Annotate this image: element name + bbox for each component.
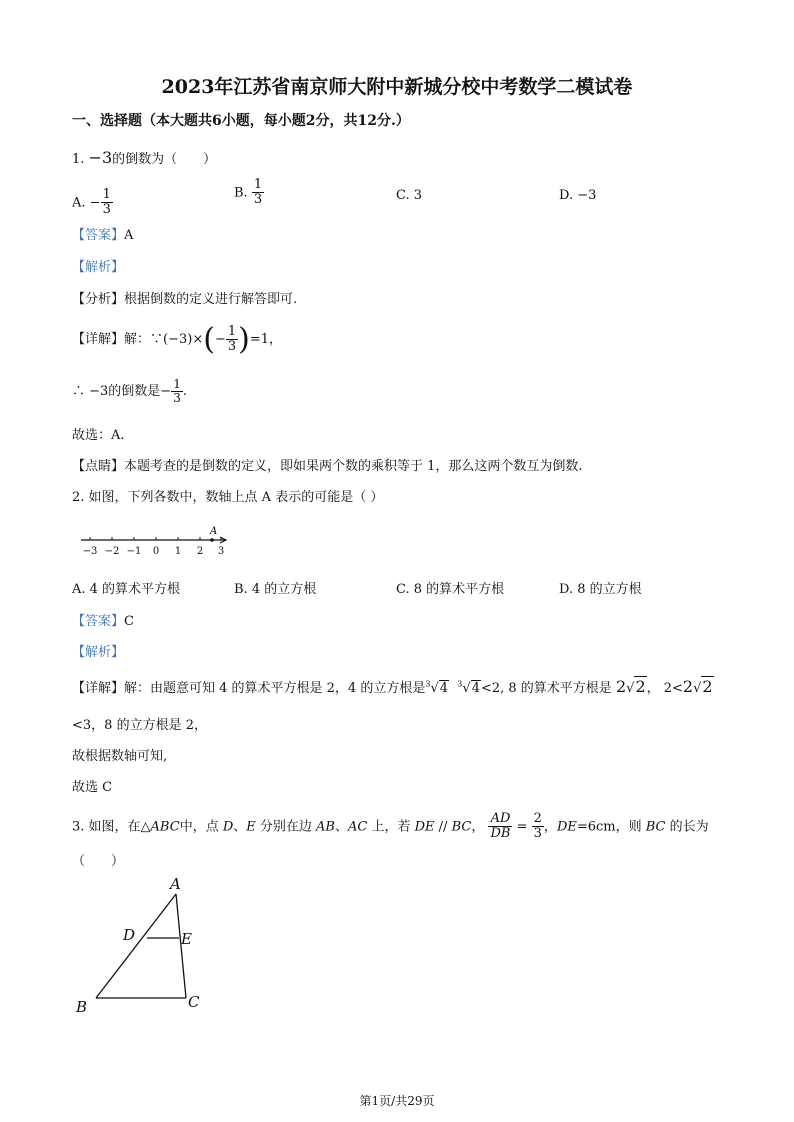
q2-option-d[interactable]: D. 8 的立方根 <box>559 582 642 597</box>
vertex-e-label: E <box>181 930 192 948</box>
tick-label: 3 <box>217 546 225 557</box>
q1-answer: 【答案】A <box>72 228 134 243</box>
q1-conclusion: ∴ −3的倒数是− $\frac{1}{3}$ . <box>72 377 187 406</box>
q2-select: 故选 C <box>72 780 113 795</box>
q2-detail-cont: <3，8 的立方根是 2， <box>72 718 207 733</box>
point-a-label: A <box>210 526 218 537</box>
q1-remark: 【点睛】本题考查的是倒数的定义，即如果两个数的乘积等于 1，那么这两个数互为倒数. <box>72 459 583 474</box>
q1-option-a[interactable]: A. − $\frac{1}{3}$ <box>72 187 111 218</box>
section-heading: 一、选择题（本大题共6小题，每小题2分，共12分.） <box>72 113 410 129</box>
tick-label: 2 <box>196 546 204 557</box>
tick-label: −3 <box>82 546 98 557</box>
q1-option-c[interactable]: C. 3 <box>396 188 423 203</box>
q2-answer: 【答案】C <box>72 614 134 629</box>
tick-label: 1 <box>174 546 182 557</box>
edge-ab <box>96 894 176 998</box>
q2-option-a[interactable]: A. 4 的算术平方根 <box>72 582 181 597</box>
q1-stem: 1. −3的倒数为（ ） <box>72 148 217 167</box>
q2-jiexi: 【解析】 <box>72 645 125 660</box>
number-line-figure <box>76 522 236 562</box>
vertex-c-label: C <box>188 993 200 1011</box>
q2-option-b[interactable]: B. 4 的立方根 <box>234 582 317 597</box>
q3-paren: （ ） <box>72 854 125 869</box>
tick-label: −2 <box>104 546 120 557</box>
q1-detail: 【详解】解：∵(−3)×(− $\frac{1}{3}$ )=1， <box>72 322 283 357</box>
q2-detail: 【详解】解：由题意可知 4 的算术平方根是 2，4 的立方根是$^3$√4 $^3$√4<2, 8 的算术平方根是 2√2， 2<2√2 <box>72 677 713 696</box>
page-title: 2023年江苏省南京师大附中新城分校中考数学二模试卷 <box>161 76 633 98</box>
q2-stem: 2. 如图，下列各数中，数轴上点 A 表示的可能是（ ） <box>72 490 384 505</box>
q1-expr: −3 <box>88 148 113 167</box>
q2-option-c[interactable]: C. 8 的算术平方根 <box>396 582 505 597</box>
tick-label: 0 <box>152 546 160 557</box>
point-a <box>210 538 214 542</box>
q1-jiexi: 【解析】 <box>72 260 125 275</box>
q1-analysis: 【分析】根据倒数的定义进行解答即可. <box>72 292 298 307</box>
q1-select: 故选：A. <box>72 428 125 443</box>
vertex-a-label: A <box>170 875 181 893</box>
tick-label: −1 <box>126 546 142 557</box>
page-footer: 第1页/共29页 <box>359 1094 435 1108</box>
q1-option-d[interactable]: D. −3 <box>559 188 597 203</box>
vertex-d-label: D <box>123 926 136 944</box>
q1-options <box>72 178 732 218</box>
q1-option-b[interactable]: B. $\frac{1}{3}$ <box>234 177 263 208</box>
triangle-figure <box>70 872 220 1022</box>
q3-stem: 3. 如图，在△ABC中，点 D、E 分别在边 AB、AC 上，若 DE // BC， $\frac{AD}{DB}$ = $\frac{2}{3}$ ，DE=6cm，则 BC 的长为 <box>72 811 709 842</box>
q2-line2: 故根据数轴可知, <box>72 749 168 764</box>
vertex-b-label: B <box>76 998 88 1016</box>
